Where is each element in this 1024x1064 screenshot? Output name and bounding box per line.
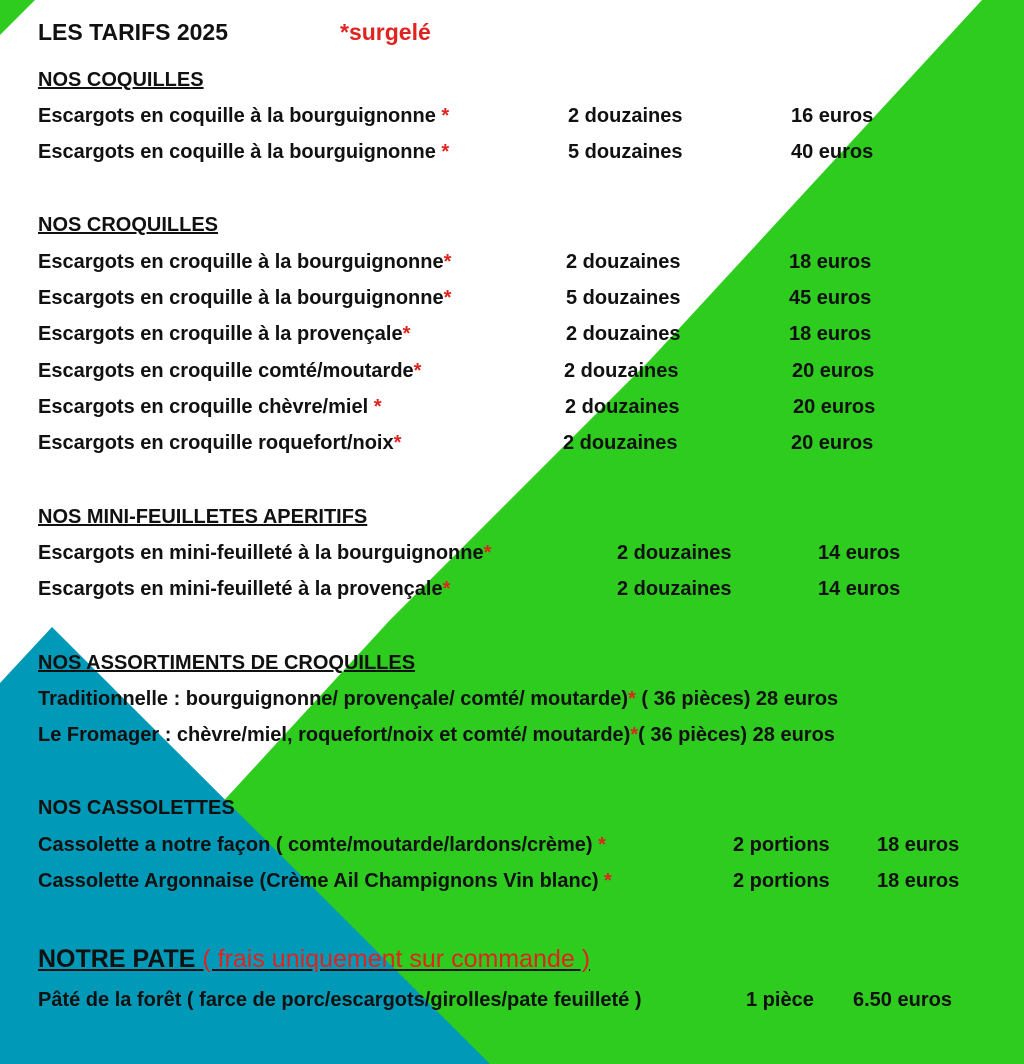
item-name: Cassolette Argonnaise (Crème Ail Champignons Vin blanc) *	[38, 870, 612, 892]
item-price: 18 euros	[789, 323, 872, 345]
item-price: 18 euros	[789, 251, 872, 273]
item-price: 18 euros	[877, 834, 960, 856]
item-price: 16 euros	[791, 105, 874, 127]
item-price: 18 euros	[877, 870, 960, 892]
item-name: Escargots en mini-feuilleté à la provençale*	[38, 578, 451, 600]
item-name: Escargots en mini-feuilleté à la bourguignonne*	[38, 542, 492, 564]
item-quantity: 2 douzaines	[617, 542, 732, 564]
pate-order-note: ( frais uniquement sur commande )	[202, 945, 591, 973]
item-quantity: 2 douzaines	[568, 105, 683, 127]
section-heading-assortiments: NOS ASSORTIMENTS DE CROQUILLES	[38, 652, 416, 674]
section-heading-pate: NOTRE PATE ( frais uniquement sur commande )	[38, 945, 591, 973]
item-price: 14 euros	[818, 578, 901, 600]
item-quantity: 2 douzaines	[617, 578, 732, 600]
item-quantity: 2 douzaines	[566, 251, 681, 273]
item-quantity: 5 douzaines	[566, 287, 681, 309]
assortment-line: Le Fromager : chèvre/miel, roquefort/noix et comté/ moutarde)*( 36 pièces) 28 euros	[38, 724, 835, 746]
item-quantity: 2 douzaines	[566, 323, 681, 345]
item-price: 14 euros	[818, 542, 901, 564]
item-name: Escargots en croquille roquefort/noix*	[38, 432, 402, 454]
item-quantity: 2 douzaines	[565, 396, 680, 418]
section-heading-cassolettes: NOS CASSOLETTES	[38, 797, 235, 819]
item-quantity: 5 douzaines	[568, 141, 683, 163]
item-price: 6.50 euros	[853, 989, 952, 1011]
section-heading-coquilles: NOS COQUILLES	[38, 69, 204, 91]
item-name: Escargots en croquille chèvre/miel *	[38, 396, 382, 418]
item-name: Escargots en coquille à la bourguignonne *	[38, 105, 450, 127]
page-title: LES TARIFS 2025	[38, 19, 229, 45]
item-quantity: 2 portions	[733, 834, 830, 856]
item-price: 45 euros	[789, 287, 872, 309]
item-quantity: 2 douzaines	[564, 360, 679, 382]
item-name: Cassolette a notre façon ( comte/moutarde/lardons/crème) *	[38, 834, 606, 856]
item-name: Escargots en croquille à la provençale*	[38, 323, 411, 345]
item-name: Pâté de la forêt ( farce de porc/escargots/girolles/pate feuilleté )	[38, 989, 642, 1011]
item-quantity: 2 portions	[733, 870, 830, 892]
section-heading-croquilles: NOS CROQUILLES	[38, 214, 219, 236]
item-price: 40 euros	[791, 141, 874, 163]
item-name: Escargots en croquille comté/moutarde*	[38, 360, 422, 382]
item-price: 20 euros	[793, 396, 876, 418]
item-price: 20 euros	[792, 360, 875, 382]
item-name: Escargots en croquille à la bourguignonne*	[38, 287, 452, 309]
item-name: Escargots en coquille à la bourguignonne *	[38, 141, 450, 163]
assortment-line: Traditionnelle : bourguignonne/ provençale/ comté/ moutarde)* ( 36 pièces) 28 euros	[38, 688, 839, 710]
frozen-legend: *surgelé	[340, 19, 431, 45]
item-quantity: 2 douzaines	[563, 432, 678, 454]
item-price: 20 euros	[791, 432, 874, 454]
section-heading-mini-feuilletes: NOS MINI-FEUILLETES APERITIFS	[38, 506, 368, 528]
item-name: Escargots en croquille à la bourguignonne*	[38, 251, 452, 273]
item-quantity: 1 pièce	[746, 989, 814, 1011]
